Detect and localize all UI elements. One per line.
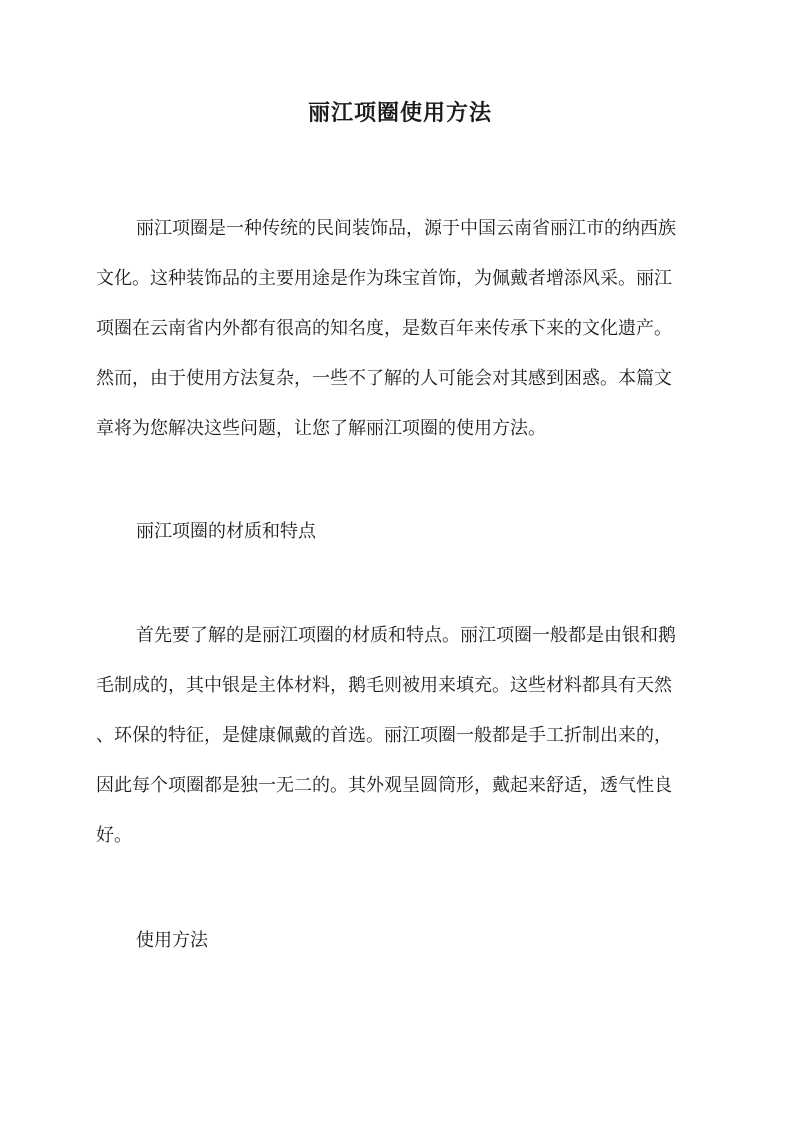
paragraph-2-line-5: 好。 xyxy=(96,825,132,846)
paragraph-2-line-2: 毛制成的，其中银是主体材料，鹅毛则被用来填充。这些材料都具有天然 xyxy=(96,675,672,696)
paragraph-2-line-1: 首先要了解的是丽江项圈的材质和特点。丽江项圈一般都是由银和鹅 xyxy=(136,625,676,646)
section-heading-usage: 使用方法 xyxy=(136,930,208,951)
paragraph-1-line-5: 章将为您解决这些问题，让您了解丽江项圈的使用方法。 xyxy=(96,418,546,439)
paragraph-1-line-3: 项圈在云南省内外都有很高的知名度，是数百年来传承下来的文化遗产。 xyxy=(96,318,672,339)
section-heading-materials: 丽江项圈的材质和特点 xyxy=(136,521,316,542)
paragraph-2-line-3: 、环保的特征，是健康佩戴的首选。丽江项圈一般都是手工折制出来的， xyxy=(96,725,672,746)
document-title: 丽江项圈使用方法 xyxy=(307,100,492,126)
paragraph-1-line-1: 丽江项圈是一种传统的民间装饰品，源于中国云南省丽江市的纳西族 xyxy=(136,218,676,239)
paragraph-2-line-4: 因此每个项圈都是独一无二的。其外观呈圆筒形，戴起来舒适，透气性良 xyxy=(96,775,672,796)
paragraph-1-line-2: 文化。这种装饰品的主要用途是作为珠宝首饰，为佩戴者增添风采。丽江 xyxy=(96,268,672,289)
paragraph-1-line-4: 然而，由于使用方法复杂，一些不了解的人可能会对其感到困惑。本篇文 xyxy=(96,368,672,389)
